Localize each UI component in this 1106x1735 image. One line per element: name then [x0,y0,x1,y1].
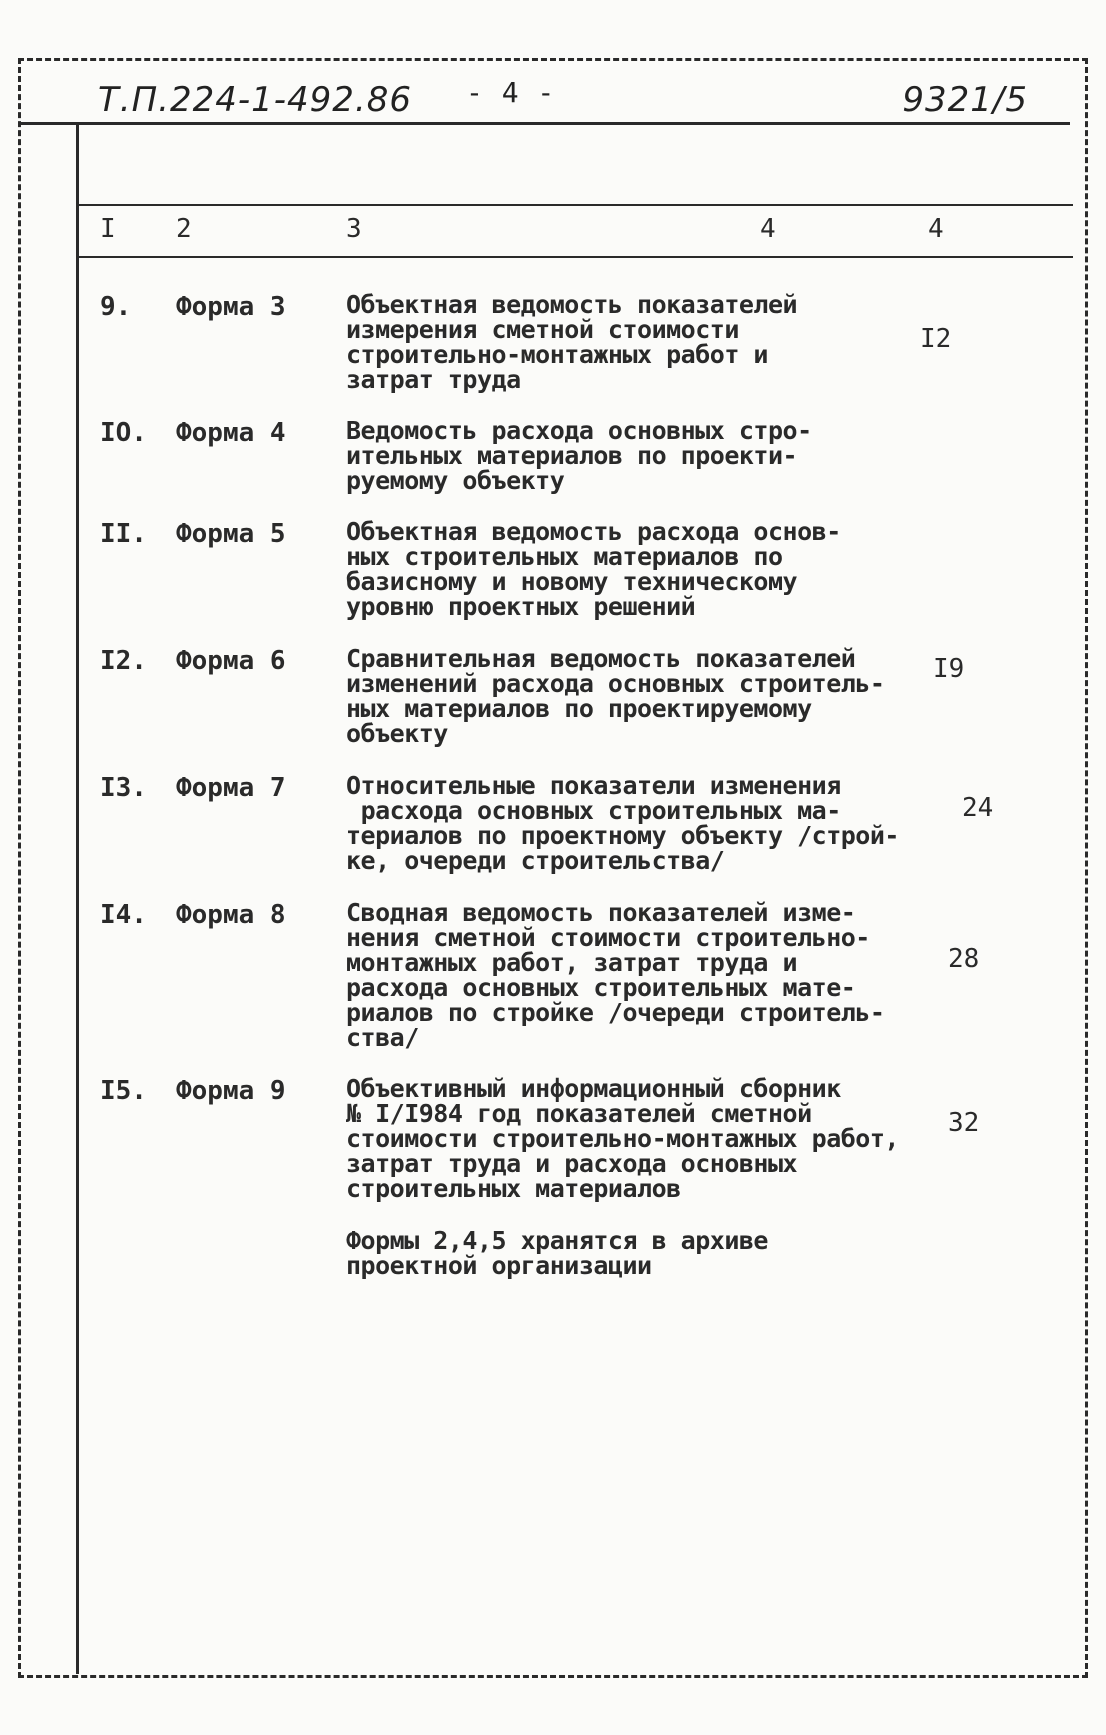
row-form: Форма 4 [176,418,286,448]
row-title: Сводная ведомость показателей изме- нения сметной стоимости строительно- монтажных работ, затрат труда и расхода основных строительных мате- риалов по стройке /очереди строитель- ства/ [346,898,885,1052]
row-form: Форма 9 [176,1076,286,1106]
sheet-code: 9321/5 [902,80,1028,120]
row-number: I3. [100,773,147,803]
binding-margin-line [76,122,79,1674]
archive-note: Формы 2,4,5 хранятся в архиве проектной организации [346,1226,768,1280]
row-page: I9 [933,654,965,684]
row-page: 32 [948,1108,980,1138]
row-title: Объектная ведомость расхода основ- ных строительных материалов по базисному и новому техническому уровню проектных решений [346,517,841,621]
row-title: Объективный информационный сборник № I/I984 год показателей сметной стоимости строительно-монтажных работ, затрат труда и расхода основных строительных материалов [346,1074,899,1203]
column-header-1: I [100,214,116,244]
row-number: I5. [100,1076,147,1106]
row-form: Форма 7 [176,773,286,803]
table-header-bottom-rule [78,256,1073,258]
page-number: - 4 - [466,76,556,109]
column-header-4: 4 [760,214,776,244]
row-title: Сравнительная ведомость показателей изменений расхода основных строитель- ных материалов по проектируемому объекту [346,644,885,748]
row-form: Форма 3 [176,292,286,322]
header-divider [20,122,1070,125]
row-title: Объектная ведомость показателей измерения сметной стоимости строительно-монтажных работ и затрат труда [346,290,798,394]
column-header-2: 2 [176,214,192,244]
row-form: Форма 6 [176,646,286,676]
row-page: 28 [948,944,980,974]
row-form: Форма 5 [176,519,286,549]
column-header-5: 4 [928,214,944,244]
row-number: 9. [100,292,132,322]
row-form: Форма 8 [176,900,286,930]
document-code: Т.П.224-1-492.86 [98,80,412,120]
row-page: 24 [962,793,994,823]
row-number: I2. [100,646,147,676]
row-title: Ведомость расхода основных стро- ительных материалов по проекти- руемому объекту [346,416,812,495]
row-number: II. [100,519,147,549]
row-title: Относительные показатели изменения расхода основных строительных ма- териалов по проектному объекту /строй- ке, очереди строительства/ [346,771,899,875]
table-header-top-rule [78,204,1073,206]
row-page: I2 [920,324,952,354]
column-header-3: 3 [346,214,362,244]
row-number: IO. [100,418,147,448]
row-number: I4. [100,900,147,930]
